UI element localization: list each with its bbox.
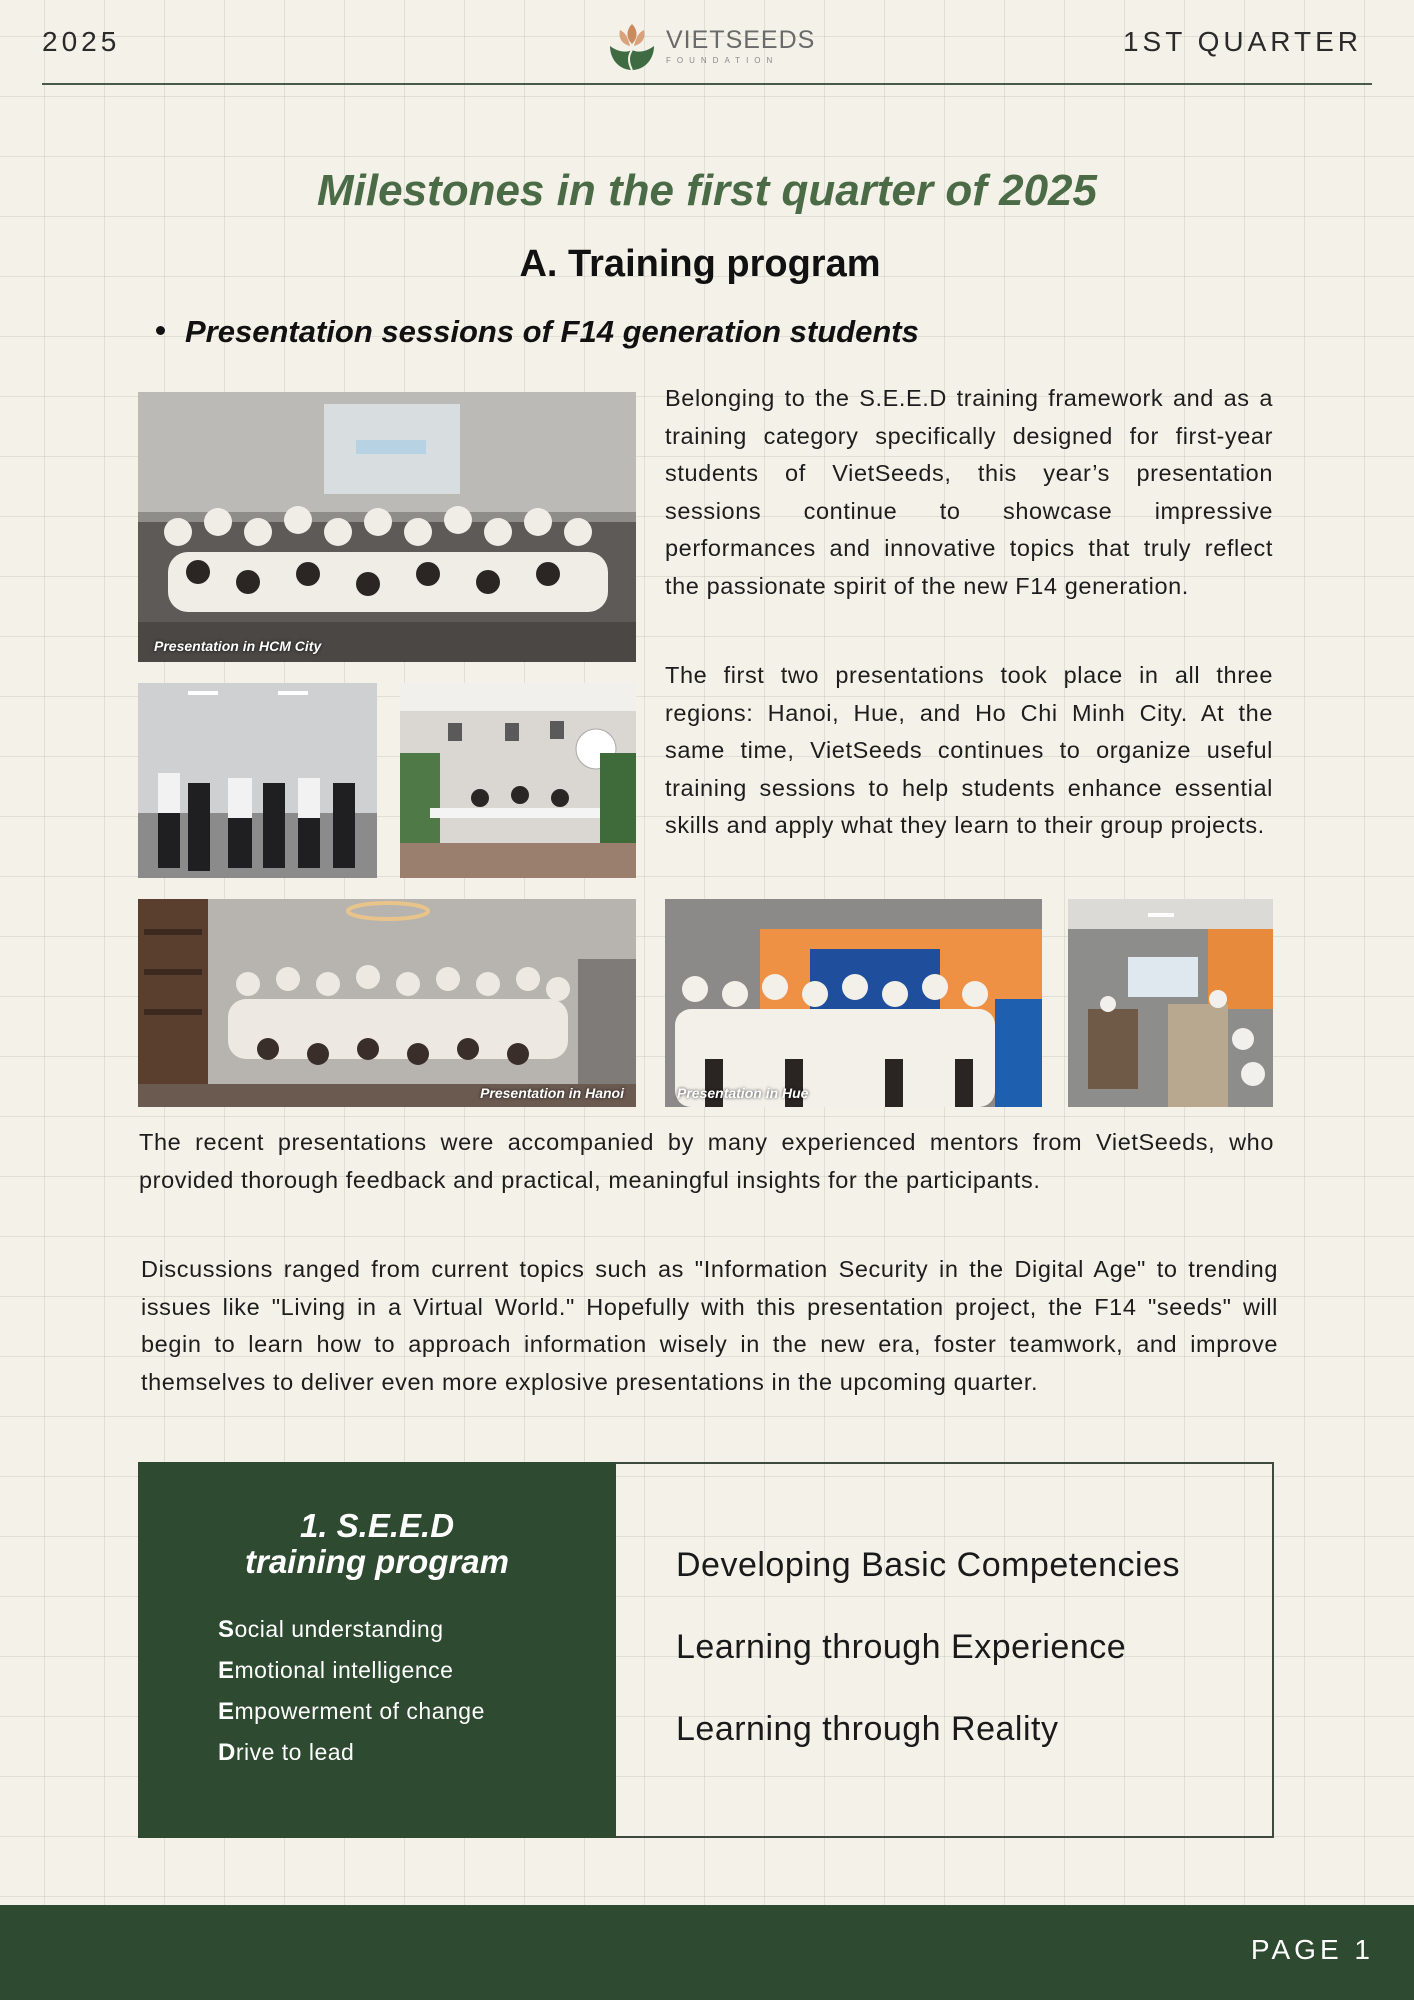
paragraph-regions: The first two presentations took place in all three regions: Hanoi, Hue, and Ho Chi Minh City. At the same time, VietSeeds continues to organize useful training sessions to help students enhance essential skills and apply what they learn to their group projects. [665,662,1273,838]
bullet-heading-text: Presentation sessions of F14 generation students [185,314,919,349]
header-quarter: 1ST QUARTER [1122,26,1362,57]
seed-item [218,1698,485,1739]
competency-basic: Developing Basic Competencies [676,1546,1180,1584]
section-heading: A. Training program [519,243,881,285]
seed-item-letter: E [218,1698,235,1725]
photo-hcm-group [138,392,636,662]
competency-reality: Learning through Reality [676,1710,1059,1748]
bullet-dot-icon [156,326,165,335]
competency-experience: Learning through Experience [676,1628,1127,1666]
paragraph-discussions: Discussions ranged from current topics such as "Information Security in the Digital Age" to trending issues like "Living in a Virtual World." Hopefully with this presentation project, the F14 "seeds" will begin to learn how to approach information wisely in the new era, foster teamwork, and improve themselves to deliver even more explosive presentations in the upcoming quarter. [141,1256,1278,1395]
logo-name: VIETSEEDS [666,25,816,54]
seed-title-line2: training program [244,1543,510,1580]
seed-item-text: ocial understanding [234,1616,444,1642]
seed-program-title [138,1508,616,1580]
seed-item-letter: E [218,1657,235,1684]
header-divider [42,83,1372,85]
caption-hcm: Presentation in HCM City [154,638,322,654]
page-title: Milestones in the first quarter of 2025 [317,166,1097,215]
seed-acronym-list [218,1616,485,1780]
paragraph-mentors: The recent presentations were accompanied by many experienced mentors from VietSeeds, who provided thorough feedback and practical, meaningful insights for the participants. [139,1129,1274,1193]
seed-item [218,1657,485,1698]
seed-item [218,1616,485,1657]
footer-bar [0,1905,1414,2000]
seed-item-text: motional intelligence [234,1657,454,1683]
seed-title-line1: 1. S.E.E.D [299,1507,455,1544]
bullet-heading [156,314,919,350]
paragraph-framework: Belonging to the S.E.E.D training framework and as a training category specifically designed for first-year students of VietSeeds, this year’s presentation sessions continue to showcase impressive performances and innovative topics that truly reflect the passionate spirit of the new F14 generation. [665,385,1273,599]
seed-item-letter: D [218,1739,236,1766]
lotus-logo-icon [606,20,658,72]
photo-hanoi-group [138,899,636,1107]
seed-item [218,1739,485,1780]
seed-item-text: mpowerment of change [234,1698,485,1724]
logo-subtitle: FOUNDATION [666,55,779,65]
seed-item-letter: S [218,1616,235,1643]
page-number: PAGE 1 [1250,1934,1374,1965]
header-year: 2025 [42,26,121,57]
photo-hue-group [665,899,1042,1107]
photo-training-circle [138,683,377,878]
vietseeds-logo [606,18,816,74]
caption-hue: Presentation in Hue [677,1085,809,1101]
seed-item-text: rive to lead [235,1739,355,1765]
photo-classroom [1068,899,1273,1107]
photo-panel-discussion [400,683,636,878]
caption-hanoi: Presentation in Hanoi [480,1085,624,1101]
